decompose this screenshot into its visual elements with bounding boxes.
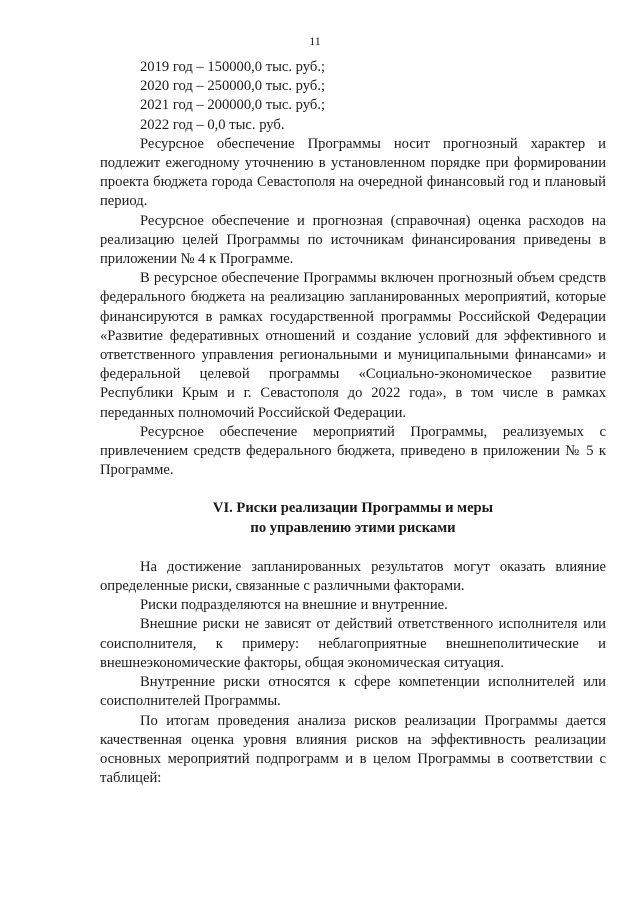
paragraph-risks-intro: На достижение запланированных результатов могут оказать влияние определенные риски, связанные с различными факторами.: [100, 558, 606, 595]
paragraph-risk-assessment: По итогам проведения анализа рисков реализации Программы дается качественная оценка уровня влияния рисков на эффективность реализации основных мероприятий подпрограмм и в целом Программы в соответствии с таблицей:: [100, 712, 606, 787]
paragraph-internal-risks: Внутренние риски относятся к сфере компетенции исполнителей или соисполнителей Программы.: [100, 674, 606, 710]
budget-line-2021: 2021 год – 200000,0 тыс. руб.;: [140, 97, 326, 114]
section-heading-line-1: VI. Риски реализации Программы и меры: [212, 500, 494, 517]
page-number: 11: [309, 34, 321, 48]
budget-line-2019: 2019 год – 150000,0 тыс. руб.;: [140, 59, 326, 75]
budget-line-2022: 2022 год – 0,0 тыс. руб.: [140, 116, 285, 133]
paragraph-federal-budget: В ресурсное обеспечение Программы включен прогнозный объем средств федерального бюджета на реализацию запланированных мероприятий, которые финансируются в рамках государственной программы Российской Федерации «Развитие федеративных отношений и создание условий для эффективного и ответственного управления региональными и муниципальными финансами» и федеральной целевой программы «Социально-экономическое развитие Республики Крым и г. Севастополя до 2022 года», в том числе в рамках переданных полномочий Российской Федерации.: [100, 270, 606, 421]
paragraph-external-risks: Внешние риски не зависят от действий ответственного исполнителя или соисполнителя, к примеру: неблагоприятные внешнеполитические и внешнеэкономические факторы, общая экономическая ситуация.: [100, 616, 606, 671]
paragraph-resource-appendix-5: Ресурсное обеспечение мероприятий Программы, реализуемых с привлечением средств федерального бюджета, приведено в приложении № 5 к Программе.: [100, 423, 606, 479]
paragraph-resource-forecast: Ресурсное обеспечение Программы носит прогнозный характер и подлежит ежегодному уточнению в установленном порядке при формировании проекта бюджета города Севастополя на очередной финансовый год и плановый период.: [100, 135, 606, 210]
paragraph-resource-appendix-4: Ресурсное обеспечение и прогнозная (справочная) оценка расходов на реализацию целей Программы по источникам финансирования приведены в приложении № 4 к Программе.: [100, 212, 606, 268]
budget-line-2020: 2020 год – 250000,0 тыс. руб.;: [140, 78, 326, 95]
document-body: [100, 58, 606, 788]
paragraph-risk-types: Риски подразделяются на внешние и внутренние.: [140, 597, 448, 614]
section-heading-line-2: по управлению этими рисками: [250, 519, 456, 536]
